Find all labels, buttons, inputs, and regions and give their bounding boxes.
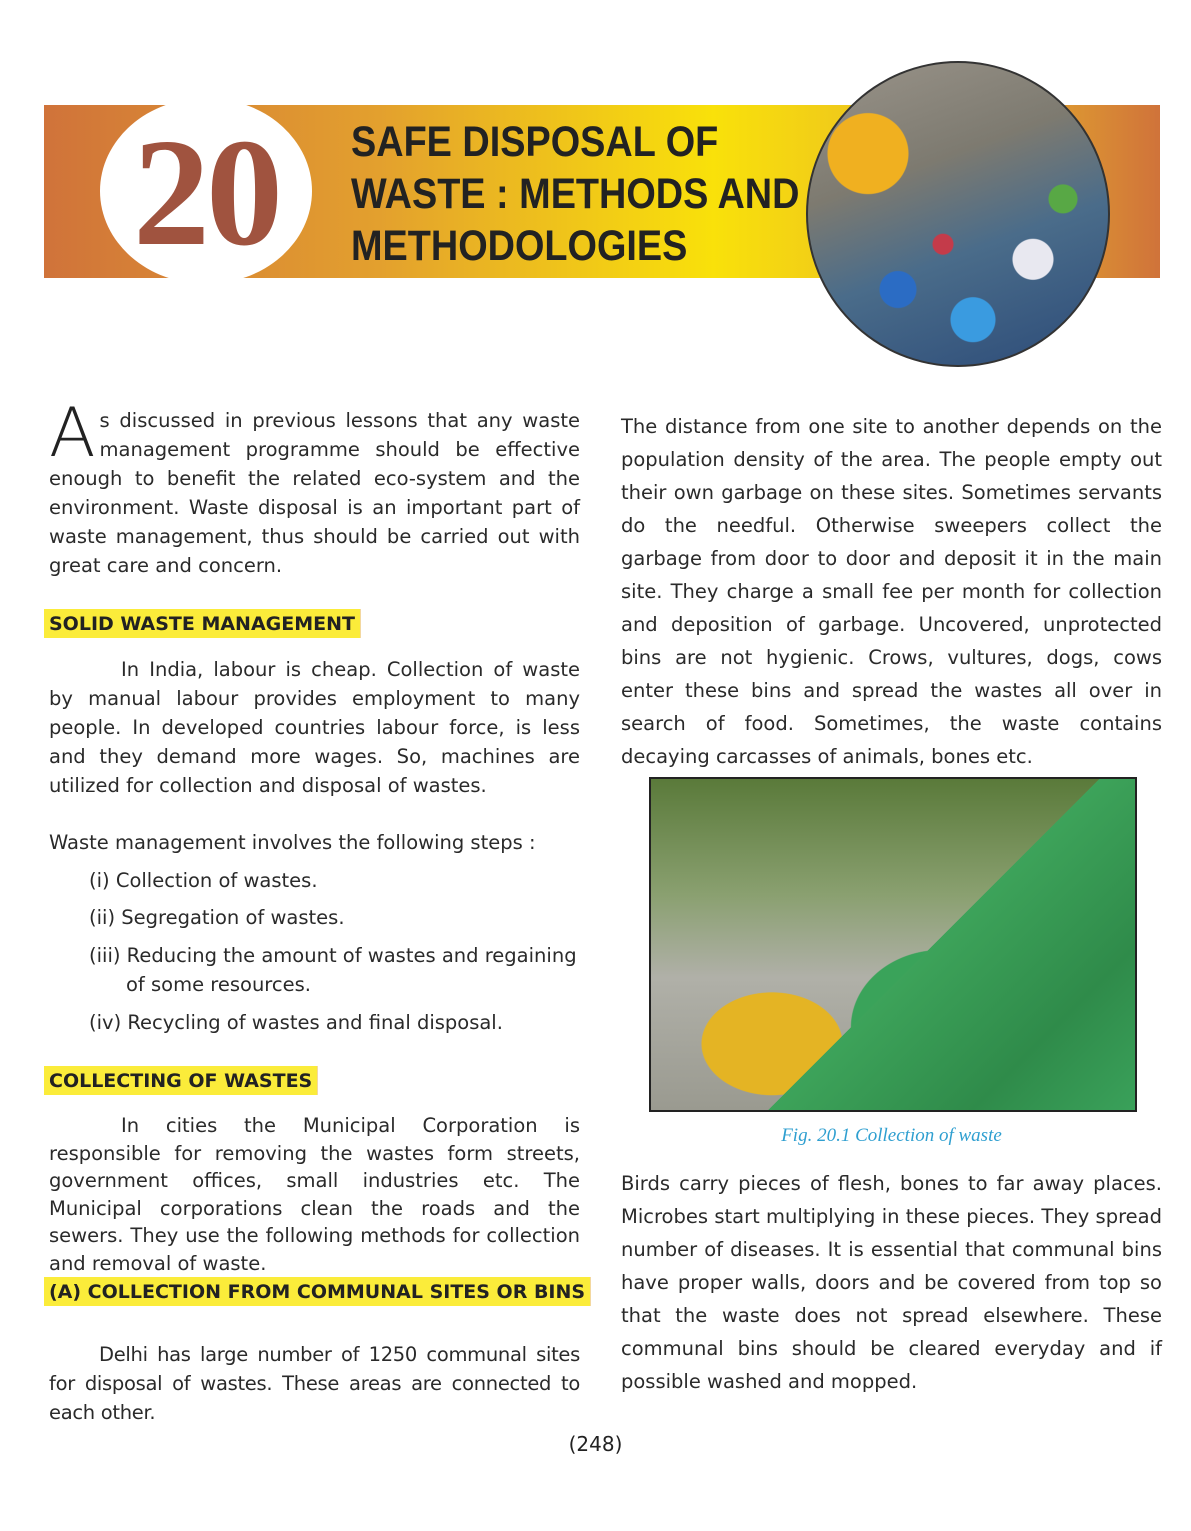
paragraph-text: In India, labour is cheap. Collection of waste by manual labour provides employment to many people. In developed countries labour force, is less and they demand more wages. So, machines are utilized for collection and disposal of wastes. bbox=[49, 658, 580, 797]
garbage-dump-photo bbox=[806, 61, 1110, 367]
step-item-continued: of some resources. bbox=[126, 973, 311, 996]
figure-caption: Fig. 20.1 Collection of waste bbox=[781, 1125, 1002, 1146]
heading-communal-sites: (A) COLLECTION FROM COMMUNAL SITES OR BINS bbox=[44, 1277, 591, 1306]
paragraph-text: In cities the Municipal Corporation is responsible for removing the wastes form streets, government offices, small industries etc. The Municipal corporations clean the roads and the sewers. They use the following methods for collection and removal of waste. bbox=[49, 1114, 580, 1275]
garbage-truck-photo bbox=[649, 777, 1137, 1112]
intro-paragraph bbox=[49, 394, 580, 580]
paragraph-text: Delhi has large number of 1250 communal sites for disposal of wastes. These areas are connected to each other. bbox=[49, 1343, 580, 1424]
step-item: (i) Collection of wastes. bbox=[89, 869, 318, 892]
heading-collecting-of-wastes: COLLECTING OF WASTES bbox=[44, 1066, 318, 1095]
step-item: (ii) Segregation of wastes. bbox=[89, 906, 345, 929]
chapter-title-line: METHODOLOGIES bbox=[351, 222, 688, 270]
step-item: (iv) Recycling of wastes and final disposal. bbox=[89, 1011, 503, 1034]
collecting-paragraph bbox=[49, 1112, 580, 1277]
heading-solid-waste-management: SOLID WASTE MANAGEMENT bbox=[44, 609, 361, 638]
solid-waste-paragraph bbox=[49, 655, 580, 800]
right-paragraph-1 bbox=[621, 410, 1162, 773]
intro-text: s discussed in previous lessons that any waste management programme should be effective enough to benefit the related eco-system and the environment. Waste disposal is an important part of waste management, thus should be carried out with great care and concern. bbox=[49, 409, 580, 577]
right-paragraph-2 bbox=[621, 1167, 1162, 1398]
step-item: (iii) Reducing the amount of wastes and regaining bbox=[89, 944, 577, 967]
chapter-title-line: SAFE DISPOSAL OF bbox=[351, 118, 719, 166]
chapter-title bbox=[351, 116, 799, 272]
chapter-title-line: WASTE : METHODS AND bbox=[351, 170, 800, 218]
steps-intro: Waste management involves the following steps : bbox=[49, 831, 536, 854]
communal-sites-paragraph bbox=[49, 1340, 580, 1427]
paragraph-text: The distance from one site to another depends on the population density of the area. The people empty out their own garbage on these sites. Sometimes servants do the needful. Otherwise sweepers collect the garbage from door to door and deposit it in the main site. They charge a small fee per month for collection and deposition of garbage. Uncovered, unprotected bins are not hygienic. Crows, vultures, dogs, cows enter these bins and spread the wastes all over in search of food. Sometimes, the waste contains decaying carcasses of animals, bones etc. bbox=[621, 415, 1162, 768]
page-number: (248) bbox=[568, 1432, 623, 1456]
paragraph-text: Birds carry pieces of flesh, bones to far away places. Microbes start multiplying in these pieces. They spread number of diseases. It is essential that communal bins have proper walls, doors and be covered from top so that the waste does not spread elsewhere. These communal bins should be cleared everyday and if possible washed and mopped. bbox=[621, 1172, 1162, 1393]
chapter-number: 20 bbox=[133, 108, 279, 278]
drop-cap: A bbox=[49, 394, 96, 473]
